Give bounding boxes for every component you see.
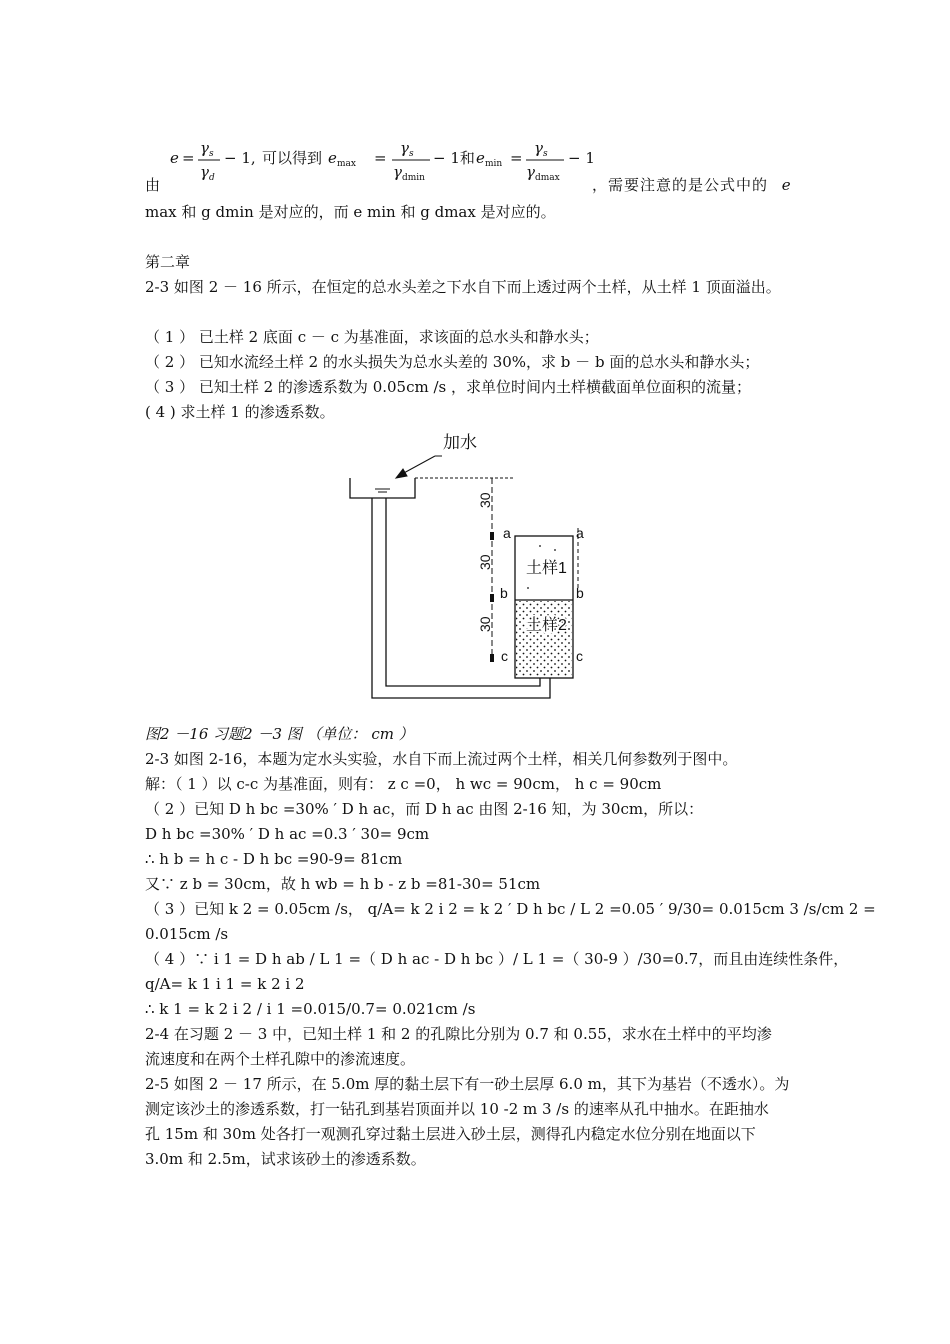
formula-tail: ，需要注意的是公式中的 e (592, 176, 792, 194)
problem-2-4-line-1: 2-4 在习题 2 － 3 中，已知土样 1 和 2 的孔隙比分别为 0.7 和 0.55，求水在土样中的平均渗 (145, 1025, 772, 1043)
svg-text:max: max (337, 159, 356, 169)
svg-text:=: = (182, 149, 195, 167)
svg-text:γ: γ (200, 139, 209, 157)
soil-sample-2-fill (516, 601, 572, 677)
svg-text:− 1和: − 1和 (433, 149, 475, 167)
svg-text:dmax: dmax (535, 173, 560, 183)
formula-prefix: 由 (145, 176, 161, 194)
svg-text:γ: γ (393, 163, 402, 181)
figure-caption: 图2 －16 习题2 －3 图 （单位： cm ） (145, 725, 414, 743)
problem-2-5-line-1: 2-5 如图 2 － 17 所示，在 5.0m 厚的黏土层下有一砂土层厚 6.0 m，其下为基岩（不透水）。为 (145, 1075, 790, 1093)
problem-2-4-line-2: 流速度和在两个土样孔隙中的渗流速度。 (145, 1050, 416, 1068)
problem-2-3-q1: （ 1 ） 已土样 2 底面 c － c 为基准面，求该面的总水头和静水头； (145, 328, 599, 346)
svg-text:e: e (476, 149, 485, 167)
svg-text:s: s (209, 149, 214, 159)
label-b-right: b (576, 585, 584, 601)
soil-sample-1-label: 土样1 (526, 560, 567, 577)
svg-text:dmin: dmin (402, 173, 425, 183)
solution-line-5: ∴ h b = h c - D h bc =90-9= 81cm (145, 850, 403, 868)
svg-text:γ: γ (526, 163, 535, 181)
svg-text:s: s (543, 149, 548, 159)
svg-text:− 1: − 1 (568, 149, 595, 167)
solution-line-6: 又∵ z b = 30cm，故 h wb = h b - z b =81-30= 51cm (145, 875, 541, 893)
problem-2-5-line-3: 孔 15m 和 30m 处各打一观测孔穿过黏土层进入砂土层，测得孔内稳定水位分别在地面以下 (145, 1125, 756, 1143)
solution-line-7: （ 3 ）已知 k 2 = 0.05cm /s， q/A= k 2 i 2 = k 2 ′ D h bc / L 2 =0.05 ′ 9/30= 0.015cm 3 /s/cm 2 = (145, 900, 876, 918)
label-a-right: a (576, 525, 584, 541)
problem-2-3-intro: 2-3 如图 2 － 16 所示，在恒定的总水头差之下水自下而上透过两个土样，从土样 1 顶面溢出。 (145, 278, 781, 296)
svg-text:=: = (374, 149, 387, 167)
solution-line-10: q/A= k 1 i 1 = k 2 i 2 (145, 975, 305, 993)
svg-text:γ: γ (200, 163, 209, 181)
figure-2-16 (340, 428, 610, 718)
formula-e: e (170, 149, 179, 167)
soil-sample-2-label: 土样2 (526, 617, 567, 634)
dim-bot: 30 (477, 616, 493, 632)
svg-text:γ: γ (400, 139, 409, 157)
add-water-arrow (396, 456, 435, 478)
svg-text:e: e (328, 149, 337, 167)
add-water-label: 加水 (443, 433, 477, 452)
solution-line-11: ∴ k 1 = k 2 i 2 / i 1 =0.015/0.7= 0.021cm /s (145, 1000, 476, 1018)
problem-2-3-q2: （ 2 ） 已知水流经土样 2 的水头损失为总水头差的 30%，求 b － b 面的总水头和静水头； (145, 353, 760, 371)
svg-text:d: d (209, 173, 215, 183)
svg-text:=: = (510, 149, 523, 167)
dim-top: 30 (477, 492, 493, 508)
svg-text:γ: γ (534, 139, 543, 157)
svg-text:− 1,: − 1, (224, 149, 256, 167)
problem-2-5-line-2: 测定该沙土的渗透系数，打一钻孔到基岩顶面并以 10 -2 m 3 /s 的速率从孔中抽水。在距抽水 (145, 1100, 769, 1118)
svg-text:s: s (409, 149, 414, 159)
svg-text:可以得到: 可以得到 (262, 150, 323, 167)
label-c-right: c (576, 648, 583, 664)
label-c-left: c (501, 648, 508, 664)
dim-mid: 30 (477, 554, 493, 570)
chapter-title: 第二章 (145, 253, 191, 271)
solution-line-3: （ 2 ）已知 D h bc =30% ′ D h ac，而 D h ac 由图 2-16 知，为 30cm，所以： (145, 800, 704, 818)
formula-graphic (168, 133, 608, 193)
label-b-left: b (500, 585, 508, 601)
intro-line-2: max 和 g dmin 是对应的，而 e min 和 g dmax 是对应的。 (145, 203, 556, 221)
problem-2-3-q3: （ 3 ） 已知土样 2 的渗透系数为 0.05cm /s ，求单位时间内土样横截面单位面积的流量； (145, 378, 752, 396)
water-reservoir (350, 478, 415, 498)
svg-text:min: min (485, 159, 503, 169)
void-ratio-formula (168, 133, 608, 193)
problem-2-3-q4: ( 4 ) 求土样 1 的渗透系数。 (145, 403, 335, 421)
solution-line-8: 0.015cm /s (145, 925, 229, 943)
solution-line-2: 解：（ 1 ）以 c-c 为基准面，则有： z c =0， h wc = 90cm， h c = 90cm (145, 775, 662, 793)
solution-line-9: （ 4 ）∵ i 1 = D h ab / L 1 =（ D h ac - D h bc ）/ L 1 =（ 30-9 ）/30=0.7，而且由连续性条件， (145, 950, 849, 968)
solution-line-4: D h bc =30% ′ D h ac =0.3 ′ 30= 9cm (145, 825, 430, 843)
label-a-left: a (503, 525, 511, 541)
solution-line-1: 2-3 如图 2-16，本题为定水头实验，水自下而上流过两个土样，相关几何参数列于图中。 (145, 750, 738, 768)
problem-2-5-line-4: 3.0m 和 2.5m，试求该砂土的渗透系数。 (145, 1150, 426, 1168)
